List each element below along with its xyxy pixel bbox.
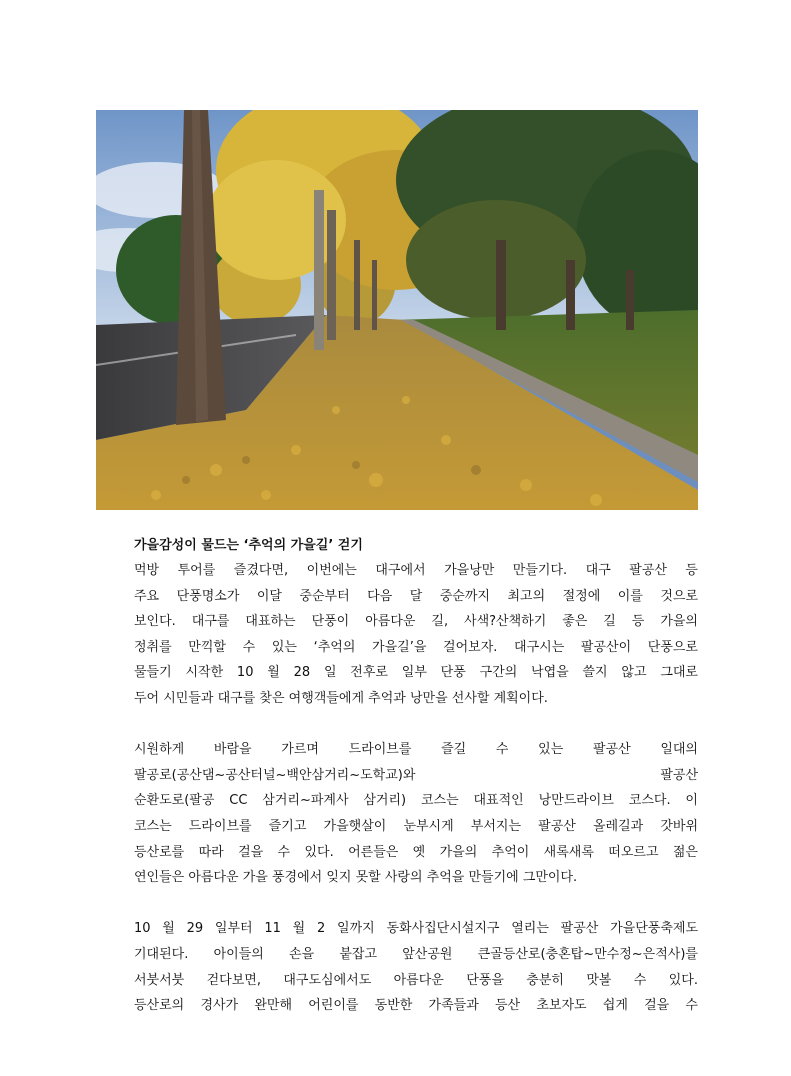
paragraph-line: 정취를 만끽할 수 있는 ‘추억의 가을길’을 걸어보자. 대구시는 팔공산이 단풍으로: [134, 639, 698, 655]
article-heading: 가을감성이 물드는 ‘추억의 가을길’ 걷기: [134, 538, 363, 553]
paragraph-line: 팔공로(공산댐~공산터널~백안삼거리~도학교)와 팔공산: [134, 767, 698, 783]
paragraph-line: 연인들은 아름다운 가을 풍경에서 잊지 못할 사랑의 추억을 만들기에 그만이다.: [134, 870, 578, 886]
paragraph-1: [134, 558, 698, 712]
paragraph-2: [134, 737, 698, 891]
paragraph-line: 주요 단풍명소가 이달 중순부터 다음 달 중순까지 최고의 절정에 이를 것으로: [134, 588, 698, 604]
paragraph-line: 보인다. 대구를 대표하는 단풍이 아름다운 길, 사색?산책하기 좋은 길 등 가을의: [134, 614, 698, 630]
ginkgo-road-illustration: [96, 110, 698, 510]
article-body: [134, 534, 698, 1044]
paragraph-line: 먹방 투어를 즐겼다면, 이번에는 대구에서 가을낭만 만들기다. 대구 팔공산 등: [134, 563, 698, 578]
paragraph-3: [134, 916, 698, 1018]
paragraph-line: 등산로를 따라 걸을 수 있다. 어른들은 옛 가을의 추억이 새록새록 떠오르고 젊은: [134, 844, 698, 860]
paragraph-line: 코스는 드라이브를 즐기고 가을햇살이 눈부시게 부서지는 팔공산 올레길과 갓바위: [134, 818, 698, 834]
paragraph-line: 시원하게 바람을 가르며 드라이브를 즐길 수 있는 팔공산 일대의: [134, 742, 698, 758]
paragraph-line: 서붓서붓 걷다보면, 대구도심에서도 아름다운 단풍을 충분히 맛볼 수 있다.: [134, 972, 698, 988]
paragraph-line: 두어 시민들과 대구를 찾은 여행객들에게 추억과 낭만을 선사할 계획이다.: [134, 690, 548, 706]
paragraph-line: 순환도로(팔공 CC 삼거리~파계사 삼거리) 코스는 대표적인 낭만드라이브 코스다. 이: [134, 793, 698, 809]
paragraph-line: 기대된다. 아이들의 손을 붙잡고 앞산공원 큰골등산로(충혼탑~만수정~은적사)를: [134, 946, 698, 962]
paragraph-line: 물들기 시작한 10 월 28 일 전후로 일부 단풍 구간의 낙엽을 쓸지 않고 그대로: [134, 665, 698, 681]
paragraph-line: 등산로의 경사가 완만해 어린이를 동반한 가족들과 등산 초보자도 쉽게 걸을 수: [134, 998, 698, 1014]
paragraph-line: 10 월 29 일부터 11 월 2 일까지 동화사집단시설지구 열리는 팔공산 가을단풍축제도: [134, 921, 698, 937]
ginkgo-road-photo: [96, 110, 698, 510]
